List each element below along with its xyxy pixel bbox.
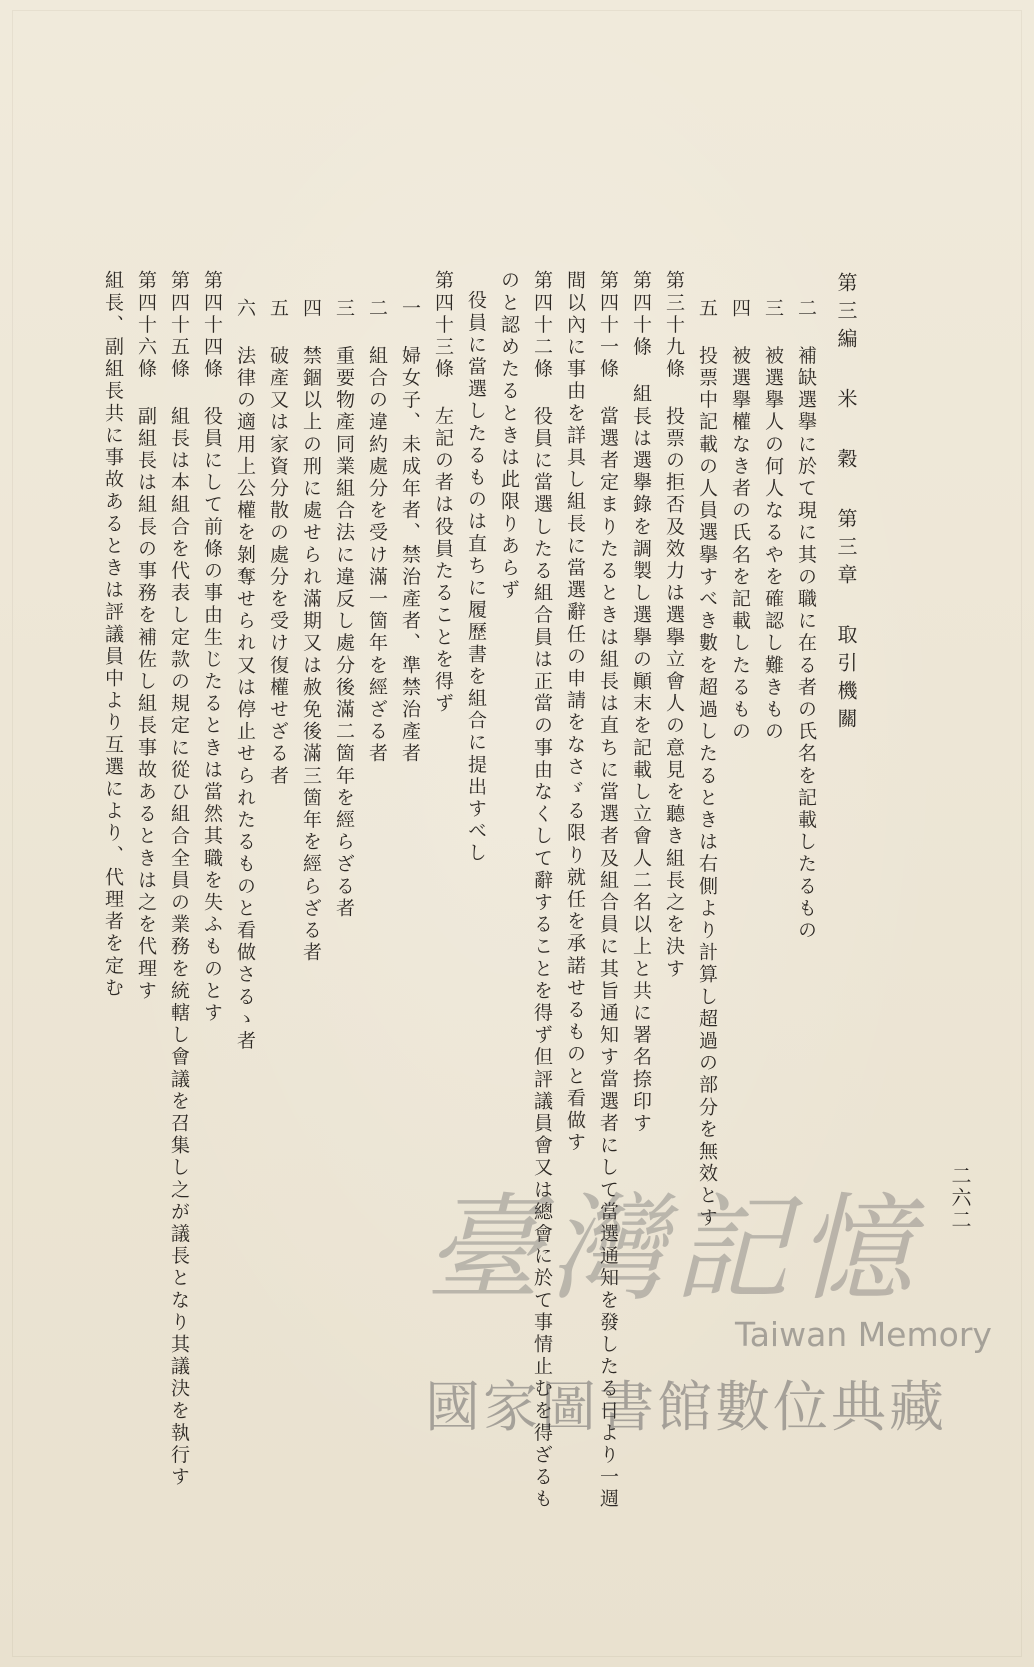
page-edge xyxy=(12,10,1022,1657)
text-column-13: 一 婦女子、未成年者、禁治產者、準禁治產者 xyxy=(399,298,421,766)
text-column-12: 第四十三條 左記の者は役員たることを得ず xyxy=(432,270,454,715)
text-column-19: 第四十四條 役員にして前條の事由生じたるときは當然其職を失ふものとす xyxy=(201,270,223,1025)
text-column-14: 二 組合の違約處分を受け滿一箇年を經ざる者 xyxy=(366,298,388,766)
text-column-9: 第四十二條 役員に當選したる組合員は正當の事由なくして辭することを得ず但評議員會又は總會に於て事情止むを得ざるも xyxy=(531,270,553,1511)
text-column-20: 第四十五條 組長は本組合を代表し定款の規定に從ひ組合全員の業務を統轄し會議を召集し之が議長となり其議決を執行す xyxy=(168,270,190,1489)
page-number: 二六二 xyxy=(948,1165,972,1231)
text-column-11: 役員に當選したるものは直ちに履歷書を組合に提出すべし xyxy=(465,290,487,865)
text-column-21: 第四十六條 副組長は組長の事務を補佐し組長事故あるときは之を代理す xyxy=(135,270,157,1003)
watermark-english: Taiwan Memory xyxy=(735,1315,992,1354)
text-column-2: 三 被選擧人の何人なるやを確認し難きもの xyxy=(762,298,784,743)
text-column-3: 四 被選擧權なき者の氏名を記載したるもの xyxy=(729,298,751,743)
text-column-10: のと認めたるときは此限りあらず xyxy=(498,270,520,602)
text-column-4: 五 投票中記載の人員選擧すべき數を超過したるときは右側より計算し超過の部分を無效とす xyxy=(696,298,718,1230)
text-column-18: 六 法律の適用上公權を剝奪せられ又は停止せられたるものと看做さるゝ者 xyxy=(234,298,256,1053)
text-column-22: 組長、副組長共に事故あるときは評議員中より互選により、代理者を定む xyxy=(102,270,124,1000)
running-header: 第三編 米 穀 第三章 取引機關 xyxy=(834,272,858,736)
text-column-1: 二 補缺選擧に於て現に其の職に在る者の氏名を記載したるもの xyxy=(795,298,817,942)
watermark-calligraphy: 臺灣記憶 xyxy=(425,1182,921,1317)
text-column-8: 間以內に事由を詳具し組長に當選辭任の申請をなさゞる限り就任を承諾せるものと看做す xyxy=(564,270,586,1154)
watermark-subtitle: 國家圖書館數位典藏 xyxy=(425,1375,948,1439)
text-column-7: 第四十一條 當選者定まりたるときは組長は直ちに當選者及組合員に其旨通知す當選者にして當選通知を發したる日より一週 xyxy=(597,270,619,1511)
text-column-6: 第四十條 組長は選擧錄を調製し選擧の顚末を記載し立會人二名以上と共に署名捺印す xyxy=(630,270,652,1135)
text-column-17: 五 破產又は家資分散の處分を受け復權せざる者 xyxy=(267,298,289,788)
text-column-15: 三 重要物產同業組合法に違反し處分後滿二箇年を經らざる者 xyxy=(333,298,355,920)
text-column-16: 四 禁錮以上の刑に處せられ滿期又は赦免後滿三箇年を經らざる者 xyxy=(300,298,322,964)
text-column-5: 第三十九條 投票の拒否及效力は選擧立會人の意見を聽き組長之を決す xyxy=(663,270,685,981)
